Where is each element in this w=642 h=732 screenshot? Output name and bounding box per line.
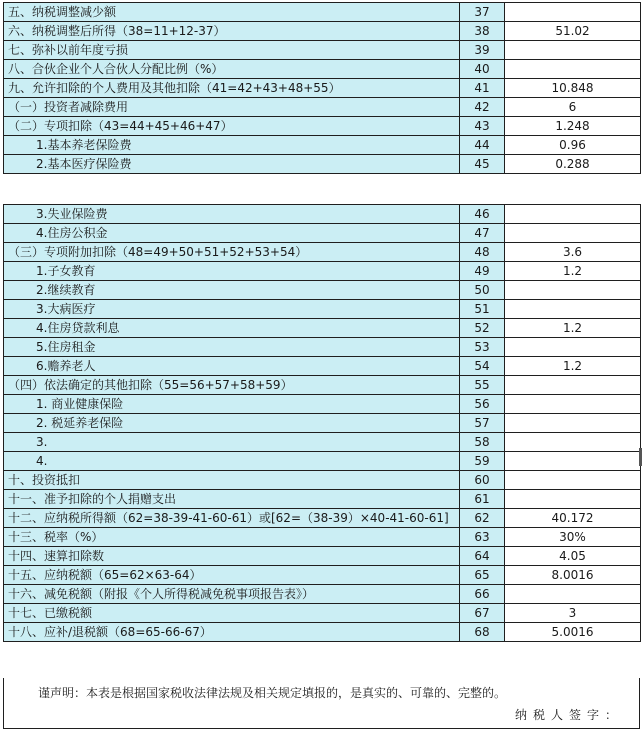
row-line-number: 44 xyxy=(460,136,505,155)
row-amount: 4.05 xyxy=(505,547,641,566)
row-amount xyxy=(505,452,641,471)
table-row xyxy=(4,471,641,490)
tax-table-part1 xyxy=(3,2,641,174)
table-row xyxy=(4,623,641,642)
row-amount: 5.0016 xyxy=(505,623,641,642)
table-row xyxy=(4,604,641,623)
table-row xyxy=(4,205,641,224)
row-line-number: 51 xyxy=(460,300,505,319)
row-line-number: 67 xyxy=(460,604,505,623)
table-row xyxy=(4,319,641,338)
row-line-number: 42 xyxy=(460,98,505,117)
table-row xyxy=(4,224,641,243)
row-label: 十五、应纳税额（65=62×63-64） xyxy=(4,566,460,585)
row-label: 1. 商业健康保险 xyxy=(4,395,460,414)
row-label: 3. xyxy=(4,433,460,452)
row-line-number: 62 xyxy=(460,509,505,528)
row-label: 3.大病医疗 xyxy=(4,300,460,319)
row-line-number: 41 xyxy=(460,79,505,98)
row-label: （四）依法确定的其他扣除（55=56+57+58+59） xyxy=(4,376,460,395)
row-amount: 8.0016 xyxy=(505,566,641,585)
table-row xyxy=(4,243,641,262)
table-row xyxy=(4,395,641,414)
table-row xyxy=(4,547,641,566)
row-line-number: 47 xyxy=(460,224,505,243)
row-line-number: 64 xyxy=(460,547,505,566)
row-line-number: 63 xyxy=(460,528,505,547)
row-label: 十二、应纳税所得额（62=38-39-41-60-61）或[62=（38-39）×40-41-60-61] xyxy=(4,509,460,528)
page-break-gap xyxy=(0,192,642,202)
row-amount: 6 xyxy=(505,98,641,117)
row-label: 八、合伙企业个人合伙人分配比例（%） xyxy=(4,60,460,79)
row-amount: 51.02 xyxy=(505,22,641,41)
row-line-number: 46 xyxy=(460,205,505,224)
row-amount xyxy=(505,433,641,452)
row-amount: 10.848 xyxy=(505,79,641,98)
table-row xyxy=(4,376,641,395)
row-amount xyxy=(505,300,641,319)
table-row xyxy=(4,414,641,433)
row-line-number: 43 xyxy=(460,117,505,136)
row-line-number: 60 xyxy=(460,471,505,490)
row-amount xyxy=(505,205,641,224)
row-amount xyxy=(505,585,641,604)
row-label: 2.基本医疗保险费 xyxy=(4,155,460,174)
row-amount xyxy=(505,471,641,490)
row-line-number: 39 xyxy=(460,41,505,60)
row-line-number: 58 xyxy=(460,433,505,452)
row-line-number: 54 xyxy=(460,357,505,376)
row-amount: 1.2 xyxy=(505,319,641,338)
row-label: 十三、税率（%） xyxy=(4,528,460,547)
row-amount: 1.2 xyxy=(505,262,641,281)
table-row xyxy=(4,60,641,79)
row-amount xyxy=(505,224,641,243)
table-row xyxy=(4,338,641,357)
row-label: 5.住房租金 xyxy=(4,338,460,357)
declaration-box xyxy=(3,678,640,729)
row-label: 4.住房公积金 xyxy=(4,224,460,243)
row-line-number: 57 xyxy=(460,414,505,433)
row-amount: 40.172 xyxy=(505,509,641,528)
row-amount: 30% xyxy=(505,528,641,547)
table-row xyxy=(4,281,641,300)
row-line-number: 68 xyxy=(460,623,505,642)
table-row xyxy=(4,528,641,547)
row-line-number: 40 xyxy=(460,60,505,79)
row-line-number: 52 xyxy=(460,319,505,338)
row-label: 十、投资抵扣 xyxy=(4,471,460,490)
row-amount: 1.248 xyxy=(505,117,641,136)
row-amount xyxy=(505,414,641,433)
row-amount xyxy=(505,395,641,414)
table-row xyxy=(4,509,641,528)
taxpayer-signature-label: 纳税人签字： xyxy=(514,708,623,722)
row-label: （一）投资者减除费用 xyxy=(4,98,460,117)
row-label: 十六、减免税额（附报《个人所得税减免税事项报告表》） xyxy=(4,585,460,604)
row-line-number: 65 xyxy=(460,566,505,585)
table-row xyxy=(4,79,641,98)
row-line-number: 61 xyxy=(460,490,505,509)
table-row xyxy=(4,41,641,60)
row-amount: 3.6 xyxy=(505,243,641,262)
row-label: 2. 税延养老保险 xyxy=(4,414,460,433)
table-row xyxy=(4,357,641,376)
table-row xyxy=(4,585,641,604)
row-line-number: 53 xyxy=(460,338,505,357)
row-amount: 0.288 xyxy=(505,155,641,174)
table-row xyxy=(4,3,641,22)
row-amount xyxy=(505,490,641,509)
row-label: 十七、已缴税额 xyxy=(4,604,460,623)
row-amount: 0.96 xyxy=(505,136,641,155)
row-line-number: 48 xyxy=(460,243,505,262)
row-amount xyxy=(505,3,641,22)
row-line-number: 59 xyxy=(460,452,505,471)
row-line-number: 66 xyxy=(460,585,505,604)
row-label: 十一、准予扣除的个人捐赠支出 xyxy=(4,490,460,509)
row-amount: 3 xyxy=(505,604,641,623)
table-row xyxy=(4,566,641,585)
declaration-text: 谨声明：本表是根据国家税收法律法规及相关规定填报的，是真实的、可靠的、完整的。 xyxy=(38,686,507,700)
row-label: （二）专项扣除（43=44+45+46+47） xyxy=(4,117,460,136)
row-label: 1.子女教育 xyxy=(4,262,460,281)
table-row xyxy=(4,262,641,281)
row-label: 十四、速算扣除数 xyxy=(4,547,460,566)
table-row xyxy=(4,490,641,509)
table-row xyxy=(4,136,641,155)
row-line-number: 55 xyxy=(460,376,505,395)
row-label: 4.住房贷款利息 xyxy=(4,319,460,338)
row-label: 九、允许扣除的个人费用及其他扣除（41=42+43+48+55） xyxy=(4,79,460,98)
row-line-number: 49 xyxy=(460,262,505,281)
row-line-number: 50 xyxy=(460,281,505,300)
row-label: （三）专项附加扣除（48=49+50+51+52+53+54） xyxy=(4,243,460,262)
table-row xyxy=(4,22,641,41)
row-label: 6.赡养老人 xyxy=(4,357,460,376)
row-amount xyxy=(505,376,641,395)
table-row xyxy=(4,433,641,452)
row-line-number: 56 xyxy=(460,395,505,414)
row-amount: 1.2 xyxy=(505,357,641,376)
table-row xyxy=(4,300,641,319)
table-row xyxy=(4,117,641,136)
row-line-number: 45 xyxy=(460,155,505,174)
table-row xyxy=(4,98,641,117)
row-label: 3.失业保险费 xyxy=(4,205,460,224)
row-label: 十八、应补/退税额（68=65-66-67） xyxy=(4,623,460,642)
table-row xyxy=(4,452,641,471)
row-label: 七、弥补以前年度亏损 xyxy=(4,41,460,60)
table-row xyxy=(4,155,641,174)
row-line-number: 38 xyxy=(460,22,505,41)
row-label: 五、纳税调整减少额 xyxy=(4,3,460,22)
row-amount xyxy=(505,338,641,357)
row-amount xyxy=(505,281,641,300)
row-label: 2.继续教育 xyxy=(4,281,460,300)
row-label: 六、纳税调整后所得（38=11+12-37） xyxy=(4,22,460,41)
tax-table-part2 xyxy=(3,204,641,642)
row-amount xyxy=(505,60,641,79)
row-label: 1.基本养老保险费 xyxy=(4,136,460,155)
row-amount xyxy=(505,41,641,60)
row-line-number: 37 xyxy=(460,3,505,22)
row-label: 4. xyxy=(4,452,460,471)
